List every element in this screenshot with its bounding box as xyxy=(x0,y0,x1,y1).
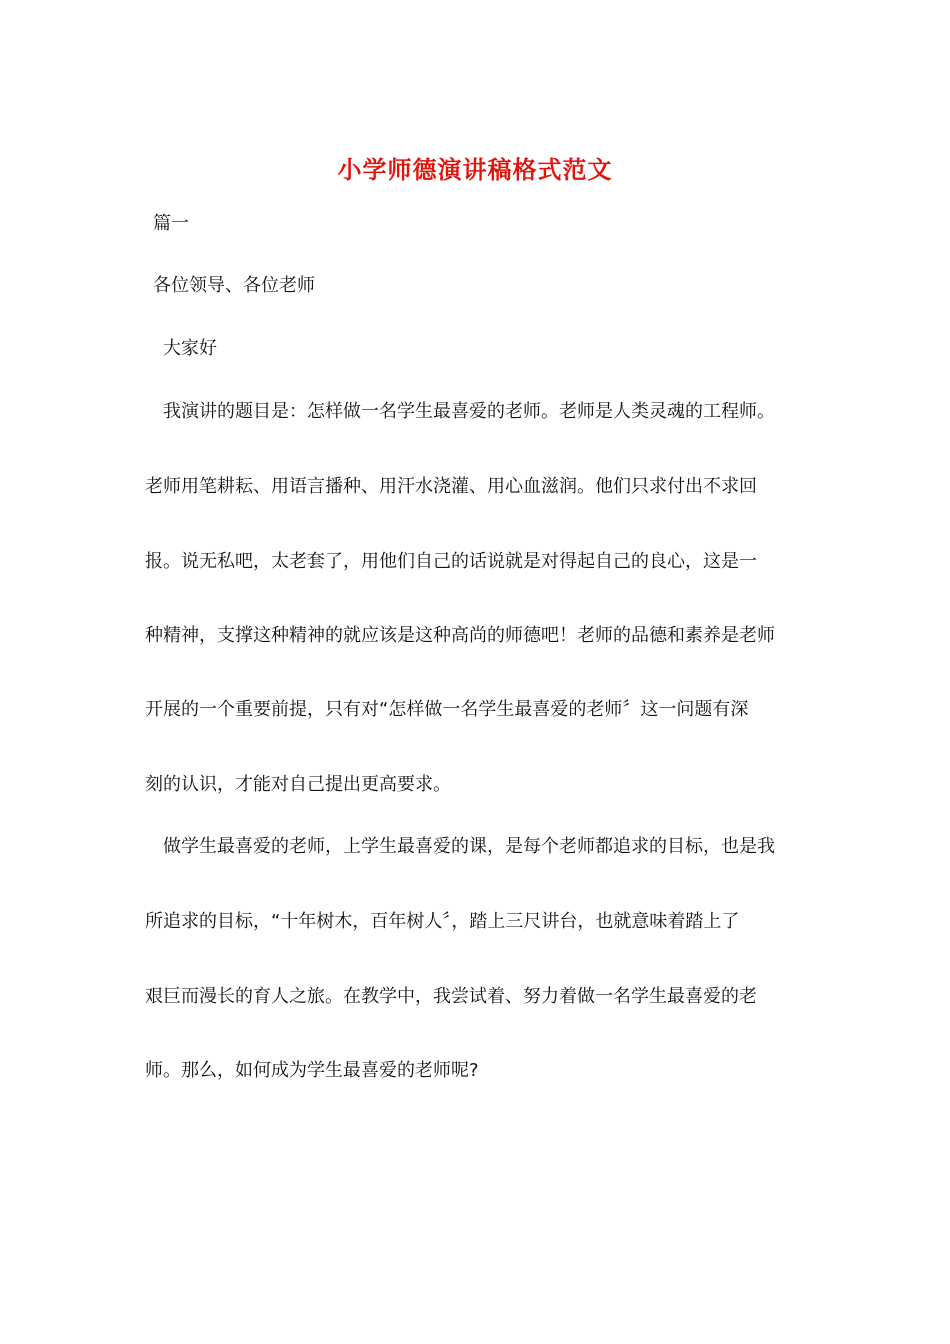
paragraph2-line: 艰巨而漫长的育人之旅。在教学中，我尝试着、努力着做一名学生最喜爱的老 xyxy=(145,986,757,1007)
paragraph2-line: 师。那么，如何成为学生最喜爱的老师呢? xyxy=(145,1060,479,1081)
paragraph1-line: 种精神，支撑这种精神的就应该是这种高尚的师德吧！老师的品德和素养是老师 xyxy=(145,625,775,646)
paragraph1-line: 报。说无私吧，太老套了，用他们自己的话说就是对得起自己的良心，这是一 xyxy=(145,551,757,572)
paragraph2-line: 做学生最喜爱的老师，上学生最喜爱的课，是每个老师都追求的目标，也是我 xyxy=(163,836,775,857)
salutation: 各位领导、各位老师 xyxy=(153,275,315,296)
paragraph1-line: 开展的一个重要前提，只有对“怎样做一名学生最喜爱的老师〞这一问题有深 xyxy=(145,699,749,720)
greeting: 大家好 xyxy=(163,338,217,359)
section-label: 篇一 xyxy=(153,213,189,234)
paragraph1-line: 我演讲的题目是：怎样做一名学生最喜爱的老师。老师是人类灵魂的工程师。 xyxy=(163,401,775,422)
paragraph1-line: 老师用笔耕耘、用语言播种、用汗水浇灌、用心血滋润。他们只求付出不求回 xyxy=(145,476,757,497)
paragraph1-line: 刻的认识，才能对自己提出更高要求。 xyxy=(145,774,451,795)
paragraph2-line: 所追求的目标，“十年树木，百年树人〞，踏上三尺讲台，也就意味着踏上了 xyxy=(145,911,740,932)
document-title: 小学师德演讲稿格式范文 xyxy=(337,155,613,184)
